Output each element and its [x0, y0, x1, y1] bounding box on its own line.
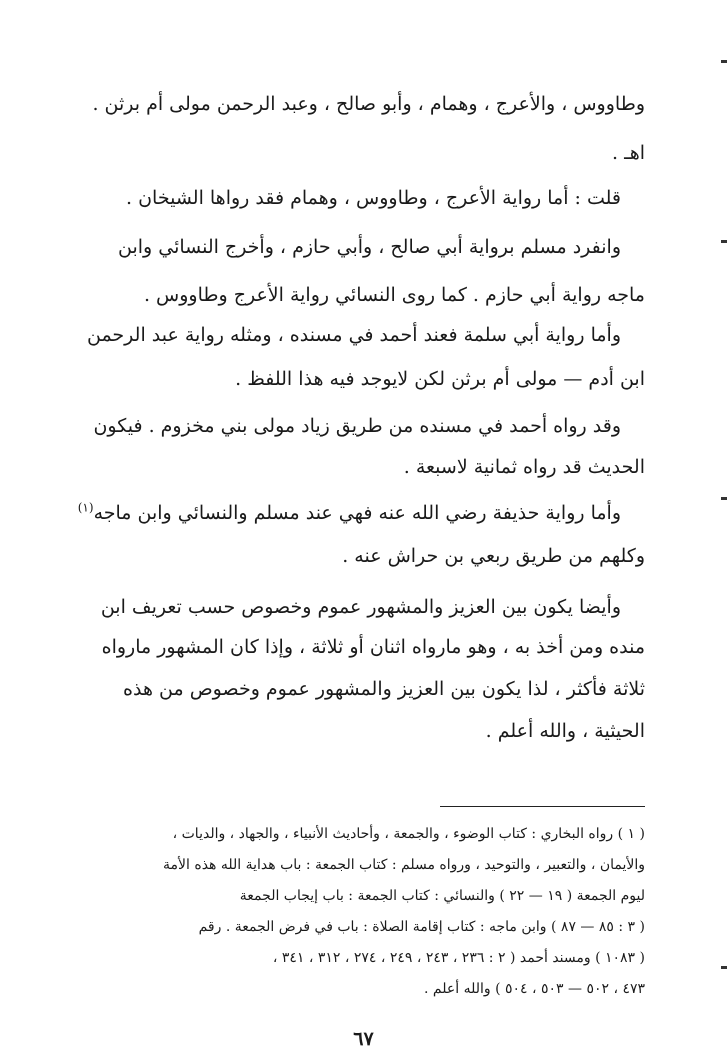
- body-line-9: الحديث قد رواه ثمانية لاسبعة .: [403, 456, 645, 478]
- scan-margin-mark: [721, 497, 727, 500]
- body-line-10: [77, 500, 621, 526]
- footnote-line-6: ٤٧٣ ، ٥٠٢ — ٥٠٣ ، ٥٠٤ ) والله أعلم .: [424, 981, 645, 997]
- footnote-line-1: ( ١ ) رواه البخاري : كتاب الوضوء ، والجمعة ، وأحاديث الأنبياء ، والجهاد ، والديات ،: [172, 826, 645, 842]
- body-line-10-text: وأما رواية حذيفة رضي الله عنه فهي عند مسلم والنسائي وابن ماجه: [93, 502, 621, 524]
- body-line-2: اهـ .: [612, 142, 645, 164]
- body-line-6: وأما رواية أبي سلمة فعند أحمد في مسنده ، ومثله رواية عبد الرحمن: [86, 324, 621, 346]
- body-line-12: وأيضا يكون بين العزيز والمشهور عموم وخصوص حسب تعريف ابن: [100, 596, 621, 618]
- body-line-7: ابن أدم — مولى أم برثن لكن لايوجد فيه هذا اللفظ .: [235, 368, 645, 390]
- footnote-line-5: ( ١٠٨٣ ) ومسند أحمد ( ٢ : ٢٣٦ ، ٢٤٣ ، ٢٤٩ ، ٢٧٤ ، ٣١٢ ، ٣٤١ ،: [272, 950, 645, 966]
- body-line-3: قلت : أما رواية الأعرج ، وطاووس ، وهمام فقد رواها الشيخان .: [126, 187, 621, 209]
- body-line-13: منده ومن أخذ به ، وهو مارواه اثنان أو ثلاثة ، وإذا كان المشهور مارواه: [101, 636, 645, 658]
- scan-margin-mark: [721, 60, 727, 63]
- page-number: ٦٧: [353, 1028, 374, 1050]
- footnote-line-4: ( ٣ : ٨٥ — ٨٧ ) وابن ماجه : كتاب إقامة الصلاة : باب في فرض الجمعة . رقم: [198, 919, 645, 935]
- footnote-separator: [440, 806, 645, 807]
- footnote-line-2: والأيمان ، والتعبير ، والتوحيد ، ورواه مسلم : كتاب الجمعة : باب هداية الله هذه الأمة: [163, 857, 645, 873]
- body-line-4: وانفرد مسلم برواية أبي صالح ، وأبي حازم ، وأخرج النسائي وابن: [117, 236, 621, 258]
- body-line-5: ماجه رواية أبي حازم . كما روى النسائي رواية الأعرج وطاووس .: [143, 284, 645, 306]
- body-line-14: ثلاثة فأكثر ، لذا يكون بين العزيز والمشهور عموم وخصوص من هذه: [123, 678, 645, 700]
- scan-margin-mark: [721, 240, 727, 243]
- footnote-line-3: ليوم الجمعة ( ١٩ — ٢٢ ) والنسائي : كتاب الجمعة : باب إيجاب الجمعة: [239, 888, 645, 904]
- body-line-15: الحيثية ، والله أعلم .: [485, 720, 645, 742]
- body-line-8: وقد رواه أحمد في مسنده من طريق زياد مولى بني مخزوم . فيكون: [93, 415, 621, 437]
- footnote-marker: (١): [77, 500, 94, 515]
- scan-margin-mark: [721, 966, 727, 969]
- body-line-11: وكلهم من طريق ربعي بن حراش عنه .: [342, 545, 645, 567]
- body-line-1: وطاووس ، والأعرج ، وهمام ، وأبو صالح ، وعبد الرحمن مولى أم برثن .: [92, 93, 645, 115]
